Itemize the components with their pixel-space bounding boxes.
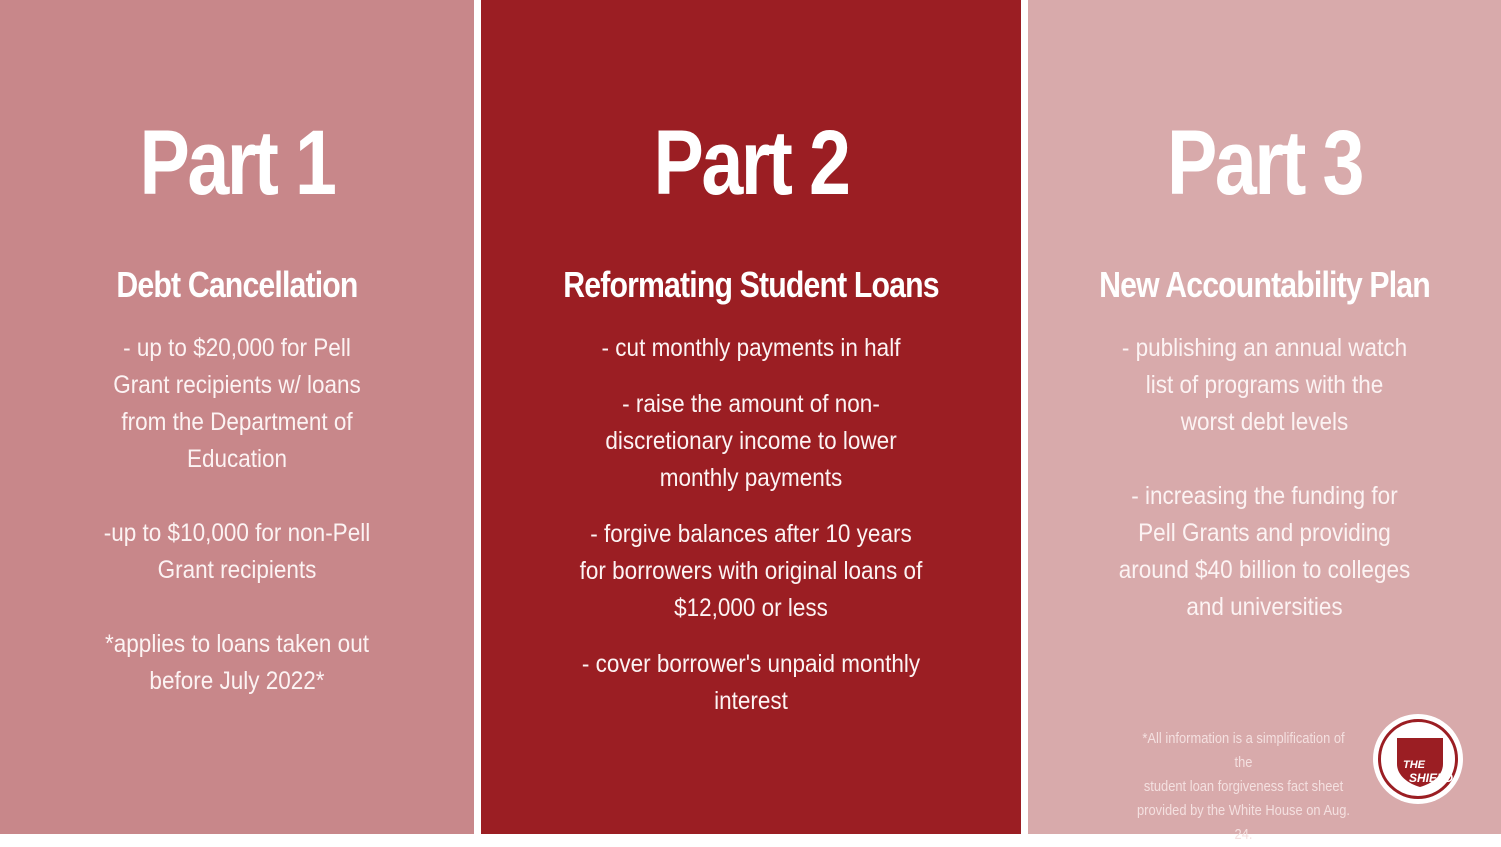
panel-part-2: [481, 0, 1021, 834]
paragraph: [1070, 330, 1460, 441]
text-line: Grant recipients w/ loans: [113, 371, 361, 399]
part-title: Part 3: [1167, 112, 1362, 214]
text-line: -up to $10,000 for non-Pell: [103, 519, 371, 547]
section-heading: Reformating Student Loans: [563, 264, 939, 305]
section-body: [526, 330, 976, 720]
section-body: [42, 330, 433, 700]
logo-text: SHIELD: [1409, 771, 1454, 785]
paragraph: [526, 330, 976, 367]
footnote-line: *All information is a simplification of the: [1142, 730, 1345, 771]
text-line: monthly payments: [659, 464, 843, 492]
footnote: [1134, 727, 1353, 847]
text-line: Grant recipients: [157, 556, 317, 584]
text-line: - raise the amount of non-: [622, 390, 880, 418]
panel-part-1: [0, 0, 474, 834]
text-line: around $40 billion to colleges: [1118, 556, 1411, 584]
logo-text: THE: [1403, 759, 1425, 771]
footnote-line: provided by the White House on Aug. 24.: [1137, 802, 1350, 843]
text-line: for borrowers with original loans of: [579, 557, 923, 585]
the-shield-logo: [1373, 714, 1463, 804]
section-heading: New Accountability Plan: [1099, 264, 1430, 305]
text-line: - cut monthly payments in half: [601, 334, 901, 362]
text-line: from the Department of: [121, 408, 353, 436]
paragraph: [526, 516, 976, 627]
text-line: - cover borrower's unpaid monthly: [581, 650, 921, 678]
text-line: - increasing the funding for: [1131, 482, 1398, 510]
text-line: - forgive balances after 10 years: [590, 520, 912, 548]
logo-ring: [1378, 719, 1458, 799]
footnote-line: student loan forgiveness fact sheet: [1143, 778, 1344, 795]
paragraph: [526, 386, 976, 497]
paragraph: [1070, 478, 1460, 626]
text-line: Pell Grants and providing: [1138, 519, 1391, 547]
part-title: Part 1: [139, 112, 335, 214]
paragraph: [42, 626, 433, 700]
paragraph: [42, 330, 433, 478]
text-line: and universities: [1186, 593, 1343, 621]
text-line: before July 2022*: [149, 667, 325, 695]
text-line: *applies to loans taken out: [105, 630, 369, 658]
panel-part-3: [1028, 0, 1501, 843]
text-line: - publishing an annual watch: [1121, 334, 1408, 362]
text-line: - up to $20,000 for Pell: [123, 334, 351, 362]
text-line: discretionary income to lower: [605, 427, 897, 455]
text-line: interest: [714, 687, 788, 715]
text-line: worst debt levels: [1180, 408, 1349, 436]
text-line: list of programs with the: [1145, 371, 1384, 399]
section-heading: Debt Cancellation: [116, 264, 358, 305]
text-line: Education: [186, 445, 288, 473]
part-title: Part 2: [653, 112, 849, 214]
text-line: $12,000 or less: [674, 594, 828, 622]
section-body: [1070, 330, 1460, 626]
paragraph: [42, 515, 433, 589]
paragraph: [526, 646, 976, 720]
